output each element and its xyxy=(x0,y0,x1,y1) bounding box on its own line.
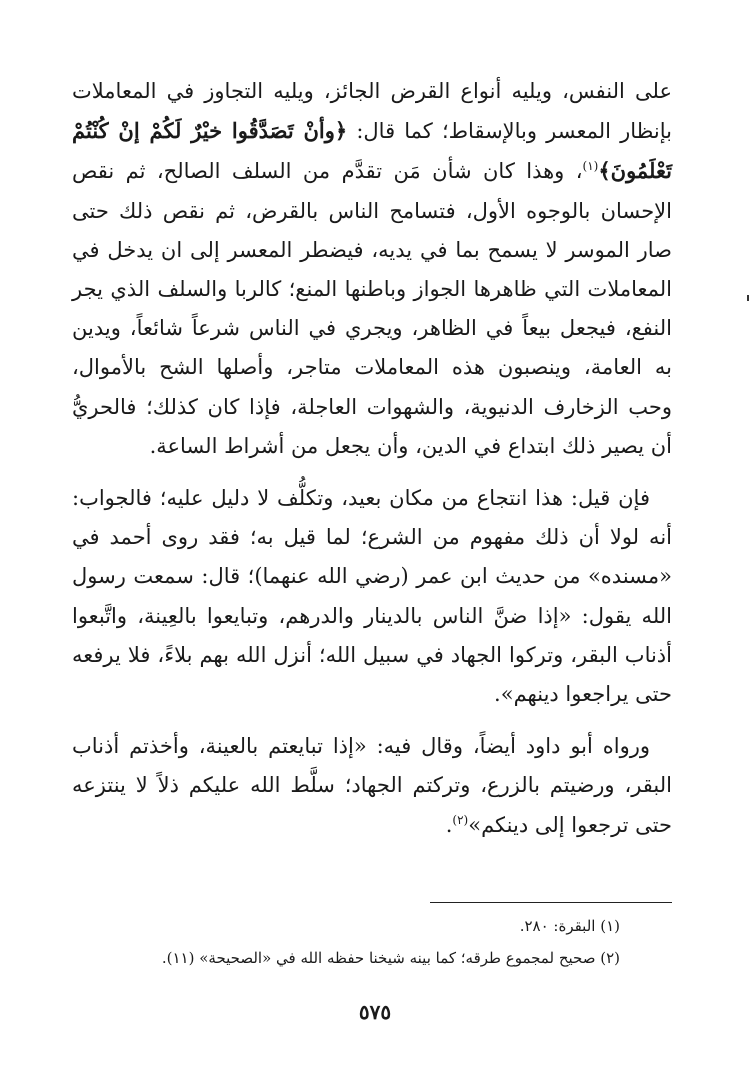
footnote-ref-2: (٢) xyxy=(452,812,469,827)
scan-edge-mark xyxy=(747,295,749,301)
footnote-2: (٢) صحيح لمجموع طرقه؛ كما بينه شيخنا حفظه الله في «الصحيحة» (١١). xyxy=(161,949,620,967)
footnote-1: (١) البقرة: ٢٨٠. xyxy=(519,917,620,935)
footnote-ref-1: (١) xyxy=(582,159,599,174)
page-number: ٥٧٥ xyxy=(358,1000,392,1024)
paragraph-3-text-b: . xyxy=(445,812,453,837)
paragraph-3-text-a: ورواه أبو داود أيضاً، وقال فيه: «إذا تبايعتم بالعينة، وأخذتم أذناب البقر، ورضيتم بالزرع، وتركتم الجهاد؛ سلَّط الله عليكم ذلاً لا ينتزعه حتى ترجعوا إلى دينكم» xyxy=(72,734,672,837)
footnote-divider xyxy=(430,902,672,903)
paragraph-2: فإن قيل: هذا انتجاع من مكان بعيد، وتكلُّف لا دليل عليه؛ فالجواب: أنه لولا أن ذلك مفهوم من الشرع؛ لما قيل به؛ فقد روى أحمد في «مسنده» من حديث ابن عمر (رضي الله عنهما)؛ قال: سمعت رسول الله يقول: «إذا ضنَّ الناس بالدينار والدرهم، وتبايعوا بالعِينة، واتَّبعوا أذناب البقر، وتركوا الجهاد في سبيل الله؛ أنزل الله بهم بلاءً، فلا يرفعه حتى يراجعوا دينهم». xyxy=(72,486,672,707)
paragraph-1 xyxy=(72,72,672,466)
paragraph-1-text-b: ، وهذا كان شأن مَن تقدَّم من السلف الصالح، ثم نقص الإحسان بالوجوه الأول، فتسامح الناس بالقرض، ثم نقص ذلك حتى صار الموسر لا يسمح بما في يديه، فيضطر المعسر إلى ان يدخل في المعاملات التي ظاهرها الجواز وباطنها المنع؛ كالربا والسلف الذي يجر النفع، فيجعل بيعاً في الظاهر، ويجري في الناس شرعاً شائعاً، ويدين به العامة، وينصبون هذه المعاملات متاجر، وأصلها الشح بالأموال، وحب الزخارف الدنيوية، والشهوات العاجلة، فإذا كان كذلك؛ فالحريُّ أن يصير ذلك ابتداع في الدين، وأن يجعل من أشراط الساعة. xyxy=(72,159,672,458)
main-text xyxy=(72,72,672,845)
footnotes xyxy=(60,910,620,974)
quran-verse: ﴿وأنْ تَصَدَّقُوا خيْرٌ لَكُمْ إنْ كُنْتُمْ تَعْلَمُونَ﴾ xyxy=(72,118,672,184)
paragraph-1-text-a: على النفس، ويليه أنواع القرض الجائز، ويليه التجاوز في المعاملات بإنظار المعسر وبالإسقاط؛ كما قال: xyxy=(72,79,672,144)
paragraph-3 xyxy=(72,727,672,845)
